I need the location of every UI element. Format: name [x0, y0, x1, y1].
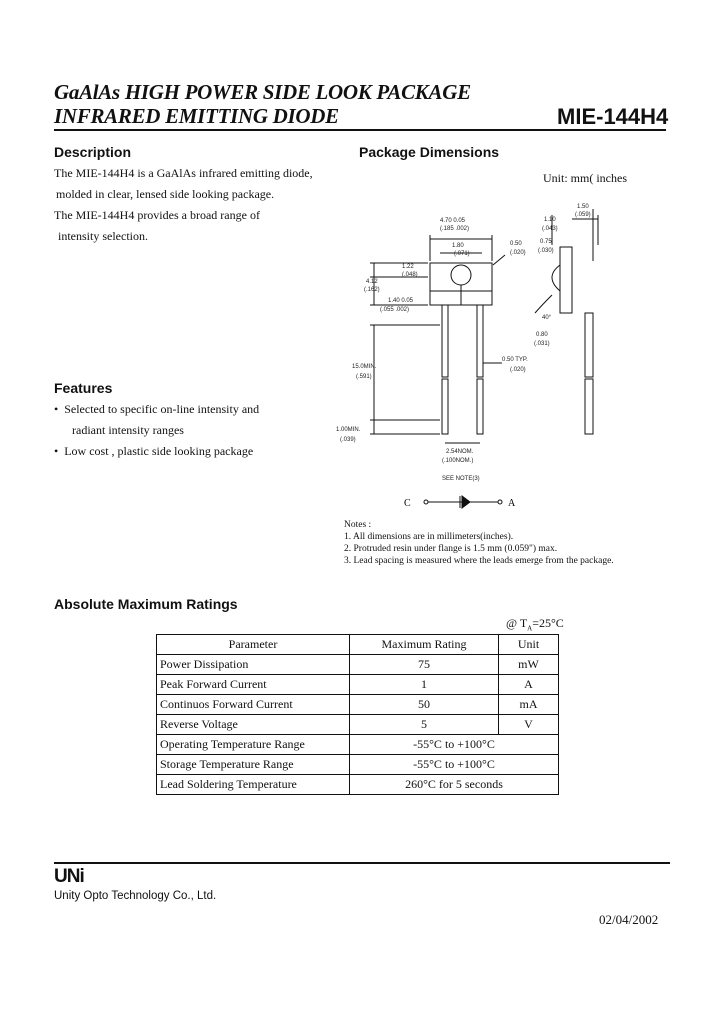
dim-label: (.100NOM.): [442, 458, 474, 464]
param-cell: Lead Soldering Temperature: [157, 775, 350, 795]
value-cell: 5: [350, 715, 499, 735]
footer-rule: [54, 862, 670, 864]
dim-label: 1.00MIN.: [336, 427, 361, 433]
note-item: 2. Protruded resin under flange is 1.5 mm (0.059") max.: [344, 544, 558, 554]
table-row: [157, 755, 559, 775]
description-line: The MIE-144H4 is a GaAlAs infrared emitting diode,: [54, 166, 313, 180]
company-name: Unity Opto Technology Co., Ltd.: [54, 890, 217, 902]
header-rule: [54, 129, 666, 131]
param-cell: Peak Forward Current: [157, 675, 350, 695]
value-cell: -55°C to +100°C: [350, 735, 559, 755]
dim-label: (.059): [575, 212, 591, 218]
bullet-icon: •: [54, 402, 65, 416]
dim-label: 0.50 TYP.: [502, 357, 528, 363]
description-text: [54, 163, 344, 247]
unit-label: Unit: mm( inches: [543, 171, 627, 185]
dim-label: (.591): [356, 374, 372, 380]
dim-label: (.162): [364, 287, 380, 293]
unit-cell: V: [499, 715, 559, 735]
dim-label: 4.70 0.05: [440, 218, 466, 224]
description-line: intensity selection.: [58, 229, 148, 243]
dim-label: (.043): [542, 226, 558, 232]
dim-label: 15.0MIN.: [352, 364, 377, 370]
document-date: 02/04/2002: [599, 912, 659, 927]
column-header: Maximum Rating: [350, 635, 499, 655]
anode-label: A: [508, 498, 516, 509]
value-cell: 50: [350, 695, 499, 715]
package-heading: Package Dimensions: [359, 144, 500, 160]
unit-cell: A: [499, 675, 559, 695]
feature-item-cont: radiant intensity ranges: [72, 423, 184, 437]
feature-item: • Low cost , plastic side looking package: [54, 444, 254, 458]
ratings-condition: @ $T_A=25^\circ C$: [506, 616, 564, 633]
param-cell: Reverse Voltage: [157, 715, 350, 735]
dim-label: SEE NOTE(3): [442, 476, 480, 482]
param-cell: Operating Temperature Range: [157, 735, 350, 755]
dim-label: (.048): [402, 272, 418, 278]
dim-label: (.055 .002): [380, 307, 410, 313]
dim-label: 1.10: [544, 217, 556, 223]
dim-label: 1.80: [452, 243, 464, 249]
dim-label: (.020): [510, 367, 526, 373]
description-line: molded in clear, lensed side looking package.: [56, 187, 275, 201]
table-row: [157, 715, 559, 735]
column-header: Parameter: [157, 635, 350, 655]
title-line-2: INFRARED EMITTING DIODE: [54, 104, 339, 128]
dim-label: 1.40 0.05: [388, 298, 414, 304]
side-view-body: [560, 247, 572, 313]
value-cell: -55°C to +100°C: [350, 755, 559, 775]
param-cell: Storage Temperature Range: [157, 755, 350, 775]
table-row: [157, 775, 559, 795]
side-view-lead: [585, 313, 593, 377]
description-heading: Description: [54, 144, 132, 160]
dim-label: 0.80: [536, 332, 548, 338]
table-row: [157, 655, 559, 675]
param-cell: Continuos Forward Current: [157, 695, 350, 715]
ratings-heading: Absolute Maximum Ratings: [54, 596, 238, 612]
part-number: MIE-144H4: [557, 104, 669, 129]
dim-label: (.030): [538, 248, 554, 254]
dim-label: (.071): [454, 251, 470, 257]
dim-label: 4.12: [366, 279, 378, 285]
ratings-table: [156, 634, 559, 795]
note-item: 3. Lead spacing is measured where the leads emerge from the package.: [344, 556, 614, 566]
unit-cell: mW: [499, 655, 559, 675]
features-list: [54, 399, 344, 462]
value-cell: 1: [350, 675, 499, 695]
dim-label: (.020): [510, 250, 526, 256]
feature-item: • Selected to specific on-line intensity and: [54, 402, 260, 416]
table-header-row: [157, 635, 559, 655]
title-line-1: GaAlAs HIGH POWER SIDE LOOK PACKAGE: [54, 80, 471, 104]
package-drawing: [330, 195, 650, 515]
value-cell: 260°C for 5 seconds: [350, 775, 559, 795]
description-line: The MIE-144H4 provides a broad range of: [54, 208, 260, 222]
cathode-label: C: [404, 498, 411, 509]
dim-label: 0.75: [540, 239, 552, 245]
value-cell: 75: [350, 655, 499, 675]
dim-label: (.185 .002): [440, 226, 470, 232]
param-cell: Power Dissipation: [157, 655, 350, 675]
lead-left: [442, 305, 448, 377]
bullet-icon: •: [54, 444, 65, 458]
dim-label: 0.50: [510, 241, 522, 247]
notes-heading: Notes :: [344, 520, 372, 530]
dim-label: 1.50: [577, 204, 589, 210]
dim-label: 40°: [542, 315, 552, 321]
note-item: 1. All dimensions are in millimeters(inches).: [344, 532, 514, 542]
features-heading: Features: [54, 380, 113, 396]
lens-circle: [451, 265, 471, 285]
lead-right: [477, 305, 483, 377]
table-row: [157, 735, 559, 755]
unit-cell: mA: [499, 695, 559, 715]
dim-label: (.031): [534, 341, 550, 347]
table-row: [157, 675, 559, 695]
column-header: Unit: [499, 635, 559, 655]
dim-label: 1.22: [402, 264, 414, 270]
table-row: [157, 695, 559, 715]
dim-label: 2.54NOM.: [446, 449, 474, 455]
company-logo: UNi: [54, 866, 84, 887]
dim-label: (.039): [340, 437, 356, 443]
package-notes: [344, 519, 674, 567]
